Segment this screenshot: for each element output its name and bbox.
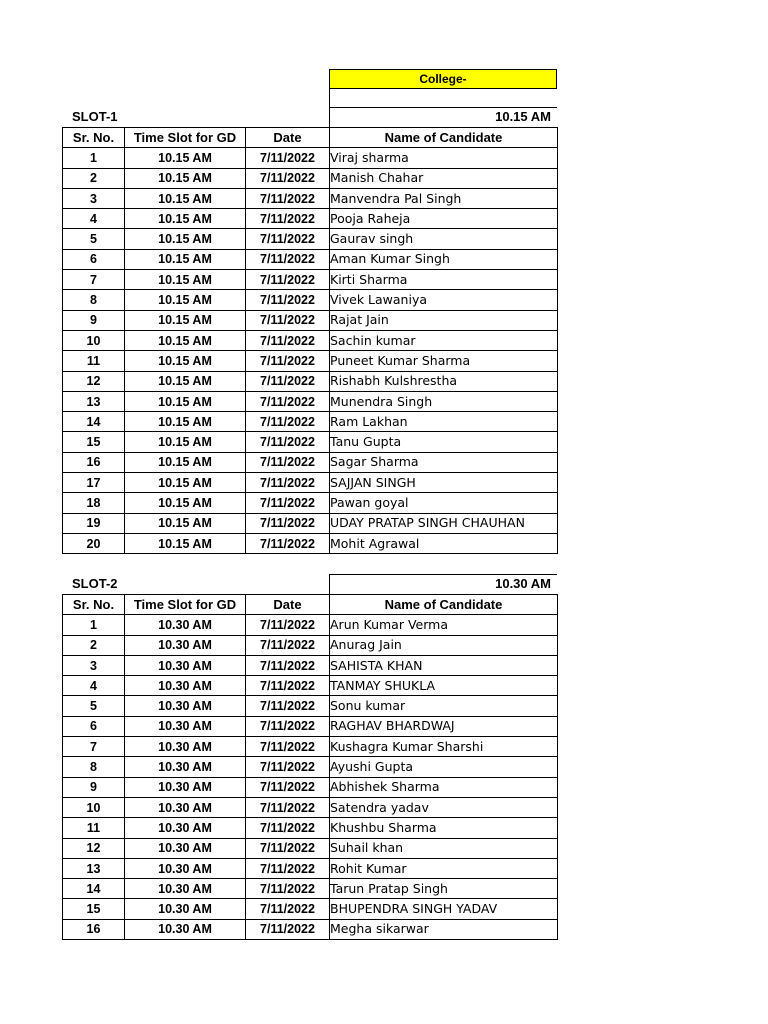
time-slot-cell: 10.30 AM (125, 676, 246, 696)
table-row (63, 818, 558, 838)
sr-no-cell: 10 (63, 330, 125, 350)
time-slot-cell: 10.30 AM (125, 737, 246, 757)
sr-no-cell: 14 (63, 412, 125, 432)
blank-cell (329, 89, 557, 108)
candidate-name-cell: Gaurav singh (330, 229, 558, 249)
time-slot-cell: 10.15 AM (125, 330, 246, 350)
date-cell: 7/11/2022 (246, 797, 330, 817)
table-row (63, 473, 558, 493)
table-row (63, 899, 558, 919)
sr-no-cell: 5 (63, 229, 125, 249)
sr-no-cell: 13 (63, 391, 125, 411)
time-slot-cell: 10.15 AM (125, 290, 246, 310)
table-row (63, 209, 558, 229)
slot1-rows (63, 148, 558, 554)
sr-no-cell: 15 (63, 899, 125, 919)
time-slot-cell: 10.30 AM (125, 818, 246, 838)
table-row (63, 513, 558, 533)
time-slot-cell: 10.30 AM (125, 777, 246, 797)
date-cell: 7/11/2022 (246, 229, 330, 249)
candidate-name-cell: Rohit Kumar (330, 858, 558, 878)
sr-no-cell: 8 (63, 757, 125, 777)
table-row (63, 797, 558, 817)
time-slot-cell: 10.30 AM (125, 919, 246, 939)
time-slot-cell: 10.15 AM (125, 473, 246, 493)
candidate-name-cell: Abhishek Sharma (330, 777, 558, 797)
slot2-header (62, 574, 557, 594)
date-cell: 7/11/2022 (246, 676, 330, 696)
candidate-name-cell: Rajat Jain (330, 310, 558, 330)
time-slot-cell: 10.30 AM (125, 655, 246, 675)
date-cell: 7/11/2022 (246, 919, 330, 939)
time-slot-cell: 10.30 AM (125, 757, 246, 777)
date-cell: 7/11/2022 (246, 879, 330, 899)
date-cell: 7/11/2022 (246, 533, 330, 553)
sr-no-cell: 17 (63, 473, 125, 493)
candidate-name-cell: Kirti Sharma (330, 270, 558, 290)
date-cell: 7/11/2022 (246, 249, 330, 269)
slot1-header-row (63, 128, 558, 148)
date-cell: 7/11/2022 (246, 696, 330, 716)
date-cell: 7/11/2022 (246, 412, 330, 432)
date-cell: 7/11/2022 (246, 777, 330, 797)
sr-no-cell: 10 (63, 797, 125, 817)
time-slot-cell: 10.15 AM (125, 391, 246, 411)
table-row (63, 371, 558, 391)
slot1-table (62, 127, 558, 554)
candidate-name-cell: RAGHAV BHARDWAJ (330, 716, 558, 736)
table-row (63, 249, 558, 269)
sr-no-cell: 1 (63, 615, 125, 635)
time-slot-cell: 10.15 AM (125, 412, 246, 432)
table-row (63, 696, 558, 716)
table-row (63, 493, 558, 513)
sr-no-cell: 11 (63, 351, 125, 371)
slot1-time: 10.15 AM (329, 107, 557, 127)
sr-no-header: Sr. No. (63, 128, 125, 148)
sr-no-cell: 6 (63, 249, 125, 269)
table-row (63, 452, 558, 472)
time-slot-cell: 10.15 AM (125, 229, 246, 249)
table-row (63, 310, 558, 330)
sr-no-cell: 2 (63, 168, 125, 188)
table-row (63, 615, 558, 635)
date-cell: 7/11/2022 (246, 838, 330, 858)
candidate-name-header: Name of Candidate (330, 595, 558, 615)
candidate-name-cell: Puneet Kumar Sharma (330, 351, 558, 371)
time-slot-cell: 10.15 AM (125, 351, 246, 371)
sr-no-cell: 16 (63, 452, 125, 472)
slot1-label: SLOT-1 (72, 109, 118, 124)
time-slot-cell: 10.30 AM (125, 879, 246, 899)
sr-no-cell: 19 (63, 513, 125, 533)
table-row (63, 391, 558, 411)
sr-no-cell: 1 (63, 148, 125, 168)
table-row (63, 188, 558, 208)
candidate-name-cell: Mohit Agrawal (330, 533, 558, 553)
sr-no-cell: 13 (63, 858, 125, 878)
candidate-name-cell: Manvendra Pal Singh (330, 188, 558, 208)
sr-no-cell: 20 (63, 533, 125, 553)
candidate-name-cell: Sagar Sharma (330, 452, 558, 472)
candidate-name-cell: Rishabh Kulshrestha (330, 371, 558, 391)
candidate-name-cell: Tanu Gupta (330, 432, 558, 452)
sr-no-cell: 6 (63, 716, 125, 736)
table-row (63, 168, 558, 188)
candidate-name-cell: Sachin kumar (330, 330, 558, 350)
candidate-name-cell: Manish Chahar (330, 168, 558, 188)
candidate-name-cell: UDAY PRATAP SINGH CHAUHAN (330, 513, 558, 533)
sr-no-cell: 4 (63, 209, 125, 229)
time-slot-cell: 10.15 AM (125, 371, 246, 391)
time-slot-cell: 10.30 AM (125, 615, 246, 635)
sr-no-cell: 18 (63, 493, 125, 513)
slot2-label: SLOT-2 (72, 576, 118, 591)
time-slot-cell: 10.30 AM (125, 797, 246, 817)
date-cell: 7/11/2022 (246, 858, 330, 878)
date-cell: 7/11/2022 (246, 899, 330, 919)
date-cell: 7/11/2022 (246, 493, 330, 513)
candidate-name-cell: Tarun Pratap Singh (330, 879, 558, 899)
sr-no-cell: 12 (63, 838, 125, 858)
table-row (63, 879, 558, 899)
sr-no-cell: 14 (63, 879, 125, 899)
time-slot-cell: 10.15 AM (125, 148, 246, 168)
date-header: Date (246, 128, 330, 148)
sr-no-cell: 9 (63, 777, 125, 797)
date-cell: 7/11/2022 (246, 615, 330, 635)
sr-no-cell: 3 (63, 188, 125, 208)
date-cell: 7/11/2022 (246, 310, 330, 330)
sr-no-cell: 16 (63, 919, 125, 939)
time-slot-cell: 10.15 AM (125, 493, 246, 513)
table-row (63, 919, 558, 939)
candidate-name-cell: Kushagra Kumar Sharshi (330, 737, 558, 757)
date-cell: 7/11/2022 (246, 635, 330, 655)
table-row (63, 148, 558, 168)
time-slot-cell: 10.15 AM (125, 270, 246, 290)
date-cell: 7/11/2022 (246, 818, 330, 838)
sr-no-cell: 15 (63, 432, 125, 452)
candidate-name-cell: Ayushi Gupta (330, 757, 558, 777)
table-row (63, 737, 558, 757)
candidate-name-cell: Khushbu Sharma (330, 818, 558, 838)
time-slot-cell: 10.15 AM (125, 452, 246, 472)
table-row (63, 290, 558, 310)
time-slot-cell: 10.15 AM (125, 513, 246, 533)
slot2-table (62, 594, 558, 940)
slot2-header-row (63, 595, 558, 615)
table-row (63, 635, 558, 655)
sr-no-cell: 7 (63, 737, 125, 757)
date-cell: 7/11/2022 (246, 473, 330, 493)
table-row (63, 229, 558, 249)
date-cell: 7/11/2022 (246, 188, 330, 208)
sr-no-cell: 8 (63, 290, 125, 310)
time-slot-cell: 10.30 AM (125, 635, 246, 655)
date-header: Date (246, 595, 330, 615)
slot2-time: 10.30 AM (329, 574, 557, 594)
candidate-name-cell: Sonu kumar (330, 696, 558, 716)
sr-no-cell: 7 (63, 270, 125, 290)
date-cell: 7/11/2022 (246, 290, 330, 310)
time-slot-cell: 10.15 AM (125, 168, 246, 188)
college-title-cell: College- (329, 69, 557, 89)
candidate-name-cell: Aman Kumar Singh (330, 249, 558, 269)
time-slot-cell: 10.30 AM (125, 899, 246, 919)
sr-no-cell: 5 (63, 696, 125, 716)
table-row (63, 432, 558, 452)
candidate-name-cell: Viraj sharma (330, 148, 558, 168)
candidate-name-cell: Vivek Lawaniya (330, 290, 558, 310)
date-cell: 7/11/2022 (246, 757, 330, 777)
table-row (63, 838, 558, 858)
time-slot-cell: 10.15 AM (125, 188, 246, 208)
sr-no-cell: 4 (63, 676, 125, 696)
table-row (63, 270, 558, 290)
date-cell: 7/11/2022 (246, 168, 330, 188)
table-row (63, 757, 558, 777)
table-row (63, 330, 558, 350)
time-slot-header: Time Slot for GD (125, 595, 246, 615)
date-cell: 7/11/2022 (246, 330, 330, 350)
candidate-name-cell: SAHISTA KHAN (330, 655, 558, 675)
candidate-name-cell: Anurag Jain (330, 635, 558, 655)
table-row (63, 533, 558, 553)
table-row (63, 858, 558, 878)
time-slot-cell: 10.15 AM (125, 209, 246, 229)
sr-no-cell: 12 (63, 371, 125, 391)
sr-no-header: Sr. No. (63, 595, 125, 615)
candidate-name-cell: TANMAY SHUKLA (330, 676, 558, 696)
sr-no-cell: 2 (63, 635, 125, 655)
date-cell: 7/11/2022 (246, 513, 330, 533)
time-slot-cell: 10.15 AM (125, 249, 246, 269)
candidate-name-cell: Pooja Raheja (330, 209, 558, 229)
table-row (63, 412, 558, 432)
table-row (63, 655, 558, 675)
date-cell: 7/11/2022 (246, 351, 330, 371)
candidate-name-cell: SAJJAN SINGH (330, 473, 558, 493)
candidate-name-cell: Suhail khan (330, 838, 558, 858)
time-slot-cell: 10.30 AM (125, 858, 246, 878)
candidate-name-cell: Pawan goyal (330, 493, 558, 513)
date-cell: 7/11/2022 (246, 655, 330, 675)
date-cell: 7/11/2022 (246, 452, 330, 472)
time-slot-cell: 10.30 AM (125, 838, 246, 858)
time-slot-cell: 10.15 AM (125, 533, 246, 553)
candidate-name-cell: Megha sikarwar (330, 919, 558, 939)
candidate-name-cell: BHUPENDRA SINGH YADAV (330, 899, 558, 919)
date-cell: 7/11/2022 (246, 716, 330, 736)
slot1-header (62, 107, 557, 127)
table-row (63, 351, 558, 371)
date-cell: 7/11/2022 (246, 270, 330, 290)
time-slot-cell: 10.30 AM (125, 696, 246, 716)
candidate-name-cell: Satendra yadav (330, 797, 558, 817)
sr-no-cell: 11 (63, 818, 125, 838)
candidate-name-cell: Munendra Singh (330, 391, 558, 411)
candidate-name-cell: Ram Lakhan (330, 412, 558, 432)
date-cell: 7/11/2022 (246, 148, 330, 168)
table-row (63, 716, 558, 736)
table-row (63, 676, 558, 696)
sr-no-cell: 3 (63, 655, 125, 675)
time-slot-header: Time Slot for GD (125, 128, 246, 148)
date-cell: 7/11/2022 (246, 391, 330, 411)
time-slot-cell: 10.15 AM (125, 310, 246, 330)
sr-no-cell: 9 (63, 310, 125, 330)
table-row (63, 777, 558, 797)
date-cell: 7/11/2022 (246, 432, 330, 452)
candidate-name-cell: Arun Kumar Verma (330, 615, 558, 635)
date-cell: 7/11/2022 (246, 371, 330, 391)
candidate-name-header: Name of Candidate (330, 128, 558, 148)
slot2-rows (63, 615, 558, 940)
time-slot-cell: 10.30 AM (125, 716, 246, 736)
date-cell: 7/11/2022 (246, 209, 330, 229)
time-slot-cell: 10.15 AM (125, 432, 246, 452)
date-cell: 7/11/2022 (246, 737, 330, 757)
